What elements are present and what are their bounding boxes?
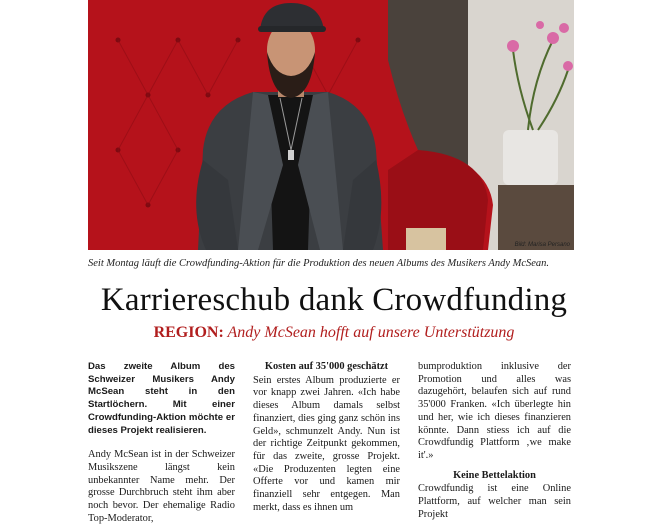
photo-caption: Seit Montag läuft die Crowdfunding-Aktion für die Produktion des neuen Albums des Musikers Andy McSean. [88,258,550,269]
article-column-1 [88,361,235,525]
article-subheadline [0,324,668,342]
column-3-subheading: Keine Bettelaktion [453,469,536,481]
column-3-body: bumproduktion inklusive der Promotion und alles was dazugehört, belaufen sich auf rund 35'000 Franken. «Ich überlegte hin und her, wie ich dieses finanzieren könnte. Dann stiess ich auf die Crowdfundig Plattform ‚we make it'.» [418,361,571,461]
article-headline: Karriereschub dank Crowdfunding [100,282,568,318]
article-column-3 [418,361,571,521]
photo-credit: Bild: Marisa Persano [514,242,570,248]
article-lead: Das zweite Album des Schweizer Musikers Andy McSean steht in den Startlöchern. Mit einer Crowdfunding-Aktion möchte er dieses Projekt realisieren. [88,361,235,436]
region-label: REGION: [153,324,224,341]
article-photo [88,0,574,250]
column-3-body-2: Crowdfundig ist eine Online Plattform, auf welcher man sein Projekt [418,483,571,520]
article-deck: Andy McSean hofft auf unsere Unterstützung [223,324,515,341]
article-column-2 [253,361,400,514]
column-2-body: Sein erstes Album produzierte er vor knapp zwei Jahren. «Ich habe dieses Album damals selbst finanziert, dies ging ganz schön ins Geld», schmunzelt Andy. Nun ist der richtige Zeitpunkt gekommen, für das zweite, grosse Projekt. «Die Produzenten legten eine Offerte vor und kamen mir finanziell sehr entgegen. Man merkt, dass es ihnen um [253,374,400,513]
column-1-body: Andy McSean ist in der Schweizer Musikszene längst kein unbekannter Name mehr. Der grosse Durchbruch steht ihm aber noch bevor. Der ehemalige Radio Top-Moderator, [88,449,235,524]
photo-illustration [88,0,574,250]
column-2-subheading: Kosten auf 35'000 geschätzt [264,361,389,372]
